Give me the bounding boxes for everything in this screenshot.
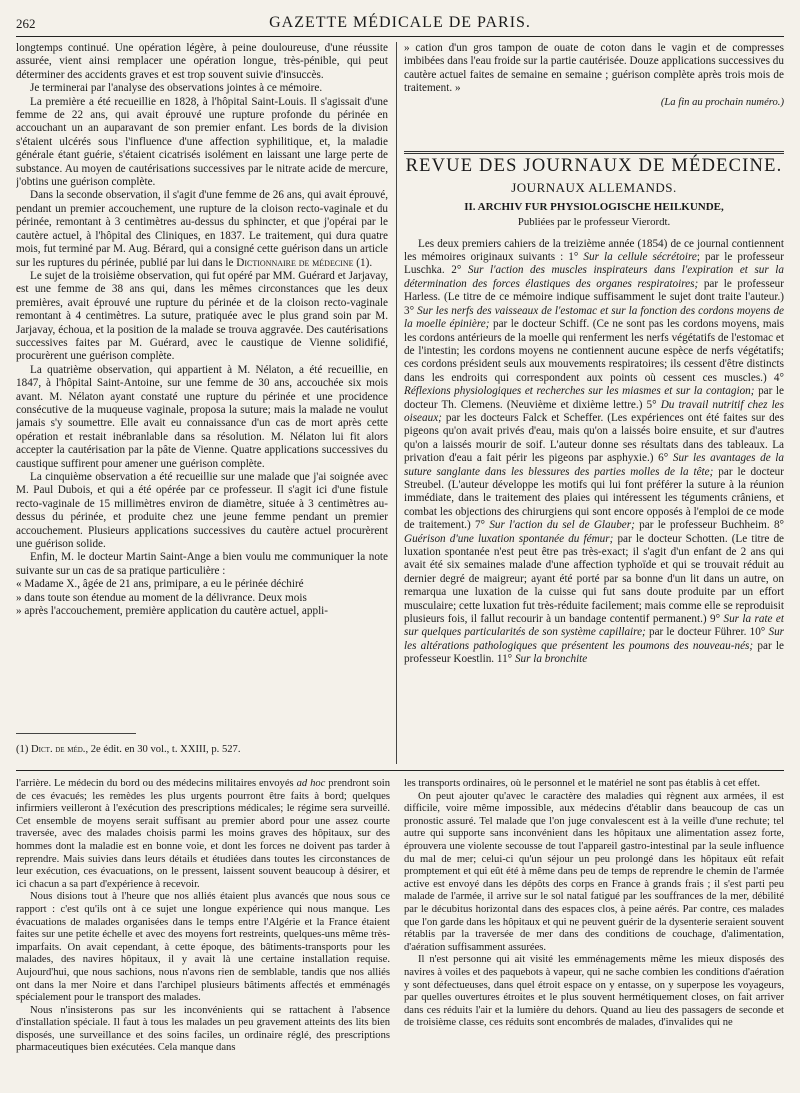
paragraph: Enfin, M. le docteur Martin Saint-Ange a bien voulu me communiquer la note suivante sur un cas de sa pratique particulière : — [16, 551, 388, 577]
journal-heading: II. ARCHIV FUR PHYSIOLOGISCHE HEILKUNDE, — [464, 200, 724, 213]
paragraph: les transports ordinaires, où le personnel et le matériel ne sont pas établis à cet effet. — [404, 778, 761, 789]
running-header — [16, 10, 784, 37]
paragraph: Dans la seconde observation, il s'agit d'une femme de 26 ans, qui avait éprouvé, pendant un premier accouchement, une rupture de la cloison recto-vaginale et du périnée, remontant à 3 centimètres au-dessus du sphincter, et que j'opérai par le cautère actuel, à l'hôpital des Cliniques, en 1837. Le traitement, qui dura quatre mois, fut terminé par M. Aug. Bérard, qui a consigné cette guérison dans un article sur les ruptures du périnée, publié par lui dans le Dictionnaire de médecine (1). — [16, 189, 388, 269]
dictionary-reference: Dictionnaire de médecine — [236, 256, 354, 269]
quote-continuation: » cation d'un gros tampon de ouate de coton dans le vagin et de compresses imbibées dans l'eau froide sur la partie cautérisée. Douze applications successives du cautère actuel faites de semaine en semaine ; guérison complète après trois mois de traitement. » — [404, 42, 784, 95]
paragraph: Je terminerai par l'analyse des observations jointes à ce mémoire. — [30, 82, 323, 95]
paragraph: Le sujet de la troisième observation, qui fut opéré par MM. Guérard et Jarjavay, est une femme de 38 ans qui, dans les mêmes circonstances que les deux premières, avait éprouvé une rupture du périnée et de la cloison recto-vaginale remontant à 4 centimètres. La suture, pratiquée avec le plus grand soin par M. Jarjavay, échoua, et la position de la malade se trouva aggravée. Des cautérisations successives faites par M. Guérard, avec le caustique de Vienne solidifié, procurèrent une guérison complète. — [16, 269, 388, 363]
continuation-note: (La fin au prochain numéro.) — [660, 96, 784, 108]
page-number: 262 — [16, 16, 36, 31]
paragraph: longtemps continué. Une opération légère, à peine douloureuse, d'une réussite assurée, vient ainsi remplacer une opération longue, très-pénible, qui peut déterminer des accidents graves et est trop souvent suivie d'insuccès. — [16, 42, 388, 81]
upper-right-column — [404, 42, 784, 740]
footnote: (1) Dict. de méd., 2e édit. en 30 vol., t. XXIII, p. 527. — [16, 744, 241, 755]
paragraph: Les deux premiers cahiers de la treizième année (1854) de ce journal contiennent les mémoires originaux suivants : 1° Sur la cellule sécrétoire; par le professeur Luschka. 2° Sur l'action des muscles inspirateurs dans l'expiration et sur la détermination des forces élastiques des organes respiratoires; par le professeur Harless. (Le titre de ce mémoire indique suffisamment le sujet dont traite l'auteur.) 3° Sur les nerfs des vaisseaux de l'estomac et sur la fonction des cordons moyens de la moelle épinière; par le docteur Schiff. (Ce ne sont pas les cordons moyens, mais les cordons antérieurs de la moelle qui renferment les nerfs végétatifs de l'estomac et de l'intestin; les cordons moyens ne contiennent aucune espèce de nerfs végétatifs; ces cordons président seuls aux mouvements respiratoires; ils cessent d'être distincts dans les endroits qui correspondent aux points où cessent ces muscles.) 4° Réflexions physiologiques et recherches sur les miasmes et sur la contagion; par le docteur Th. Clemens. (Neuvième et dixième lettre.) 5° Du travail nutritif chez les oiseaux; par les docteurs Falck et Scheffer. (Les expériences ont été faites sur des pigeons qu'on avait privés d'eau, mais qu'on a laissés boire ensuite, et sur d'autres qu'on a laissés mourir de soif. L'auteur donne ses résultats dans des tableaux. La privation d'eau a fait périr les pigeons par asphyxie.) 6° Sur les avantages de la suture sanglante dans les blessures des parties molles de la tête; par le docteur Streubel. (L'auteur développe les motifs qui lui font préférer la suture à la réunion immédiate, dans le traitement des plaies qui intéressent les téguments crâniens, et combat les objections des chirurgiens qui sont encore opposés à l'emploi de ce mode de traitement.) 7° Sur l'action du sel de Glauber; par le professeur Buchheim. 8° Guérison d'une luxation spontanée du fémur; par le docteur Schotten. (Le titre de luxation spontanée n'est peut être pas très-exact; il s'agit d'un enfant de 2 ans qui avait été six semaines malade d'une affection typhoïde et qui se trouvait réduit au dernier degré de maigreur; ayant été porté par sa bonne d'un lit dans un autre, on remarqua une luxation de la cuisse qui fut sans doute produite par un effort musculaire; cette luxation fut très-réduite facilement; mais comme elle se reproduisit plusieurs fois, il fallut recourir à un bandage contentif permanent.) 9° Sur la rate et sur quelques particularités de son système capillaire; par le docteur Führer. 10° Sur les altérations pathologiques que présentent les poumons des nouveau-nés; par le professeur Koestlin. 11° Sur la bronchite — [404, 237, 784, 666]
paragraph: La quatrième observation, qui appartient à M. Nélaton, a été recueillie, en 1847, à l'hôpital Saint-Antoine, sur une femme de 30 ans, accouchée six mois avant. M. Nélaton ayant constaté une rupture du périnée et une procidence consécutive de la muqueuse vaginale, proposa la suture; mais la malade ne voulut jamais s'y soumettre. Elle avait eu connaissance d'un cas de mort après cette opération et restait inébranlable dans sa résolution. M. Nélaton lui fit alors accepter la cautérisation par la pâte de Vienne. Quatre applications successives du caustique suffirent pour amener une guérison complète. — [16, 363, 388, 470]
lower-left-column — [16, 778, 390, 1084]
upper-left-column — [16, 42, 388, 730]
paragraph: Il n'est personne qui ait visité les emménagements même les mieux disposés des navires à voiles et des paquebots à vapeur, qui ne sache combien les conditions d'aération y sont défectueuses, dans quel étroit espace on y entasse, on y superpose les voyageurs, par quelles ouvertures étroites et le plus souvent hermétiquement closes, on fait arriver dans ces réduits l'air et la lumière du dehors. Quand au lieu des passagers de seconde et de troisième classe, ces réduits sont encombrés de malades, d'invalides qui ne — [404, 954, 784, 1029]
paragraph: Nous n'insisterons pas sur les inconvénients qui se rattachent à l'absence d'installation spéciale. Il faut à tous les malades un peu gravement atteints des lits bien disposés, une surveillance et des soins faciles, un ordinaire réglé, des prescriptions pharmaceutiques bien exécutées. Cela manque dans — [16, 1004, 390, 1054]
section-subtitle: JOURNAUX ALLEMANDS. — [511, 180, 677, 196]
paragraph: La première a été recueillie en 1828, à l'hôpital Saint-Louis. Il s'agissait d'une femme de 22 ans, qui avait éprouvé une rupture profonde du périnée en accouchant un an auparavant de son premier enfant. Les bords de la division s'étaient ulcérés sous l'influence d'une affection syphilitique, et, la maladie générale étant guérie, s'étaient cicatrisés isolément en laissant une large perte de substance. Au moyen de cautérisations successives par le nitrate acide de mercure, j'obtins une guérison complète. — [16, 95, 388, 189]
paragraph: On peut ajouter qu'avec le caractère des maladies qui règnent aux armées, il est difficile, voire même impossible, aux médecins d'établir dans beaucoup de cas un pronostic assuré. Tel malade que l'on juge convalescent est à la veille d'une rechute; tel autre qui supporte sans inconvénient dans les hôpitaux une alimentation assez forte, éprouvera une violente secousse de tout l'appareil gastro-intestinal par la seule influence du mal de mer; celui-ci qu'un séjour un peu prolongé dans les hôpitaux eût refait promptement et qui eût été à même dans peu de temps de reprendre le chemin de l'armée active est envoyé dans les dépôts des corps en France à grands frais ; il s'est parti peu malade de l'armée, il arrive sur le sol natal fatigué par les souffrances de la mer, débilité par le décubitus horizontal dans des espaces clos, à peine aérés. Par contre, ces malades que l'on garde dans les hôpitaux et qui ne peuvent guérir de la dysenterie seraient souvent rétablis par la traversée de mer dans des conditions de couchage, d'alimentation, d'aération suffisamment assurées. — [404, 790, 784, 953]
section-divider — [16, 770, 784, 771]
paragraph: La cinquième observation a été recueillie sur une malade que j'ai soignée avec M. Paul Dubois, et qui a été opérée par ce professeur. Il s'agit ici d'une fistule recto-vaginale de 15 millimètres environ de diamètre, située à 3 centimètres au-dessus du périnée, et produite chez une jeune femme pendant un premier accouchement. Plusieurs applications successives du cautère actuel procurèrent une guérison solide. — [16, 471, 388, 551]
column-divider — [396, 42, 397, 764]
quote-line: » dans toute son étendue au moment de la délivrance. Deux mois — [16, 591, 307, 604]
footnote-rule — [16, 733, 136, 734]
paragraph: Nous disions tout à l'heure que nos alliés étaient plus avancés que nous sous ce rapport : c'est qu'ils ont à ce sujet une longue expérience qui nous manque. Les évacuations de malades organisées dans le temps entre l'Algérie et la France étaient faites sur une petite échelle et avec des moyens fort restreints, quelques-uns même très-imparfaits. On avait cependant, à cette époque, des bâtiments-transports pour les malades, des navires hôpitaux, il y avait là une certaine installation requise. Aujourd'hui, que nous sachions, nous n'avons rien de semblable, tandis que nos alliés ont dans la mer Noire et dans l'archipel plusieurs bâtiments affectés et emménagés spécialement pour le transport des malades. — [16, 891, 390, 1004]
section-title: REVUE DES JOURNAUX DE MÉDECINE. — [404, 151, 784, 173]
journal-editor: Publiées par le professeur Vierordt. — [517, 216, 671, 229]
quote-line: » après l'accouchement, première application du cautère actuel, appli- — [16, 605, 329, 618]
journal-title: GAZETTE MÉDICALE DE PARIS. — [269, 14, 531, 31]
lower-right-column — [404, 778, 784, 1084]
paragraph: l'arrière. Le médecin du bord ou des médecins militaires envoyés ad hoc prendront soin de ces évacués; les remèdes les plus urgents pourront être faits à bord; quelques infirmiers veilleront à l'exécution des prescriptions médicales; le régime sera surveillé. Cet ensemble de moyens serait suffisant au premier abord pour une assez courte traversée, avec des malades choisis parmi les moins graves des hôpitaux, sur des hommes dont la maladie est en bonne voie, et dont les forces ne doivent pas tarder à reprendre. Mais suivies dans leurs détails et étudiées dans toutes les circonstances de leur exécution, ces évacuations, on le pressent, laissent souvent beaucoup à désirer, et ici chacun a sa part d'expérience à recevoir. — [16, 778, 390, 890]
quote-line: « Madame X., âgée de 21 ans, primipare, a eu le périnée déchiré — [16, 578, 304, 591]
